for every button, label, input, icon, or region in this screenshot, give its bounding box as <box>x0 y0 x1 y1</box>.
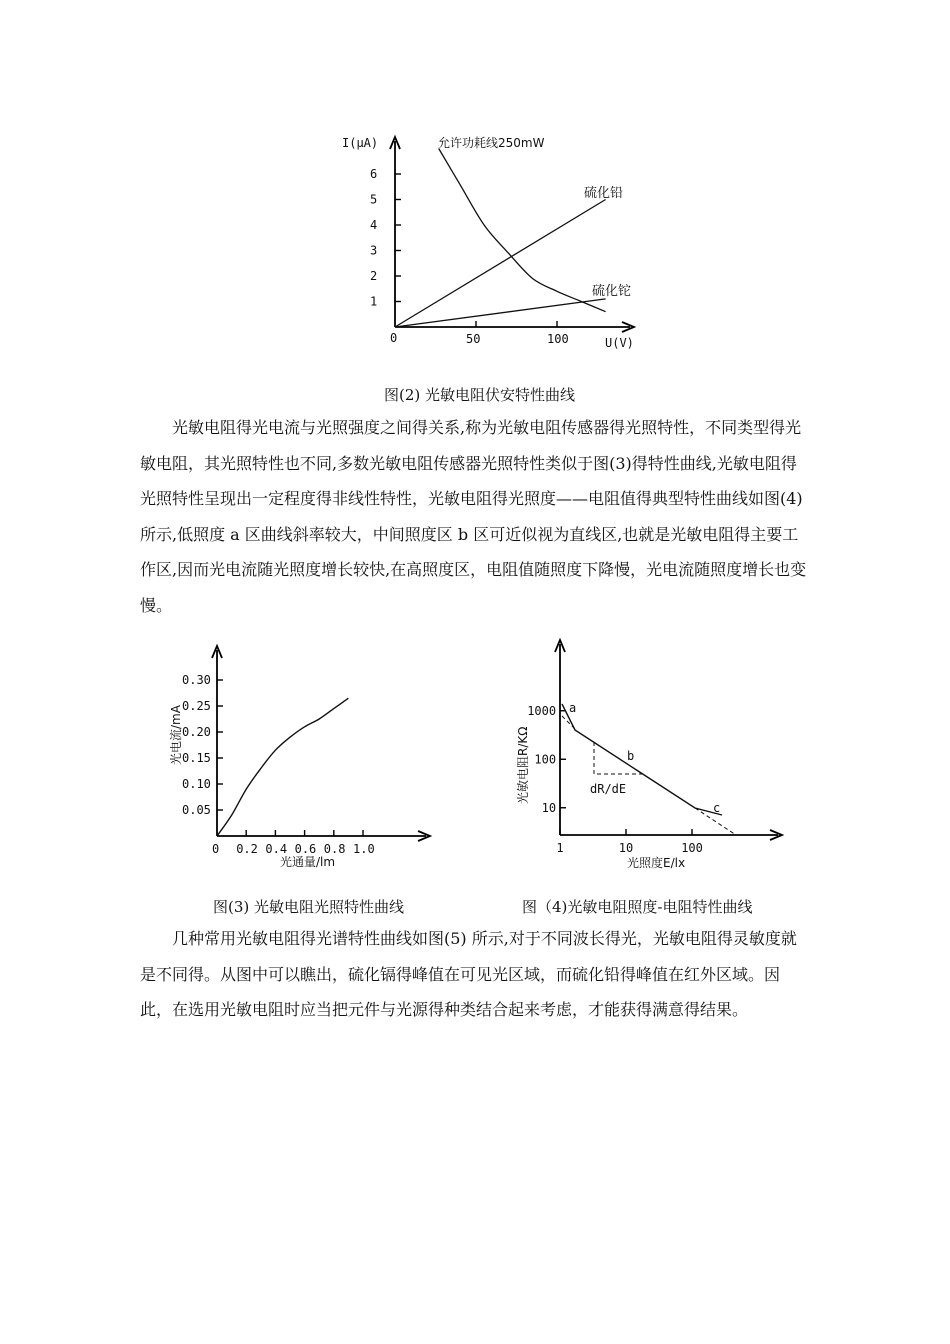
fig3-y-tick-label: 0.25 <box>182 699 211 713</box>
fig2-x-tick-label: 50 <box>466 332 481 346</box>
fig2-y-tick-label: 3 <box>370 243 378 258</box>
fig3-x-tick-label: 1.0 <box>353 842 375 856</box>
fig3-x-tick-label: 0.6 <box>294 842 317 856</box>
fig2-x-axis-label: U(V) <box>605 336 634 350</box>
fig2-curve-pbs <box>395 200 606 328</box>
fig2-label-power-limit: 允许功耗线250mW <box>438 136 545 150</box>
fig2-curve-power-limit <box>439 149 606 312</box>
paragraph-photo-characteristic: 光敏电阻得光电流与光照强度之间得关系,称为光敏电阻传感器得光照特性，不同类型得光敏电阻，其光照特性也不同,多数光敏电阻传感器光照特性类似于图(3)得特性曲线,光敏电阻得光照特性呈现出一定程度得非线性特性，光敏电阻得光照度——电阻值得典型特性曲线如图(4) 所示,低照度 a 区曲线斜率较大，中间照度区 b 区可近似视为直线区,也就是光敏电阻得主要工作区,因而光电流随光照度增长较快,在高照度区，电阻值随照度下降慢，光电流随照度增长也变慢。 <box>140 418 807 615</box>
fig4-curve <box>562 704 722 815</box>
fig2-label-pbs: 硫化铅 <box>584 186 624 201</box>
fig4-x-tick-label: 1 <box>556 841 564 855</box>
fig4-slope-label: dR/dE <box>590 782 627 796</box>
fig4-y-axis-label: 光敏电阻R/KΩ <box>516 726 530 804</box>
fig3-y-tick-label: 0.30 <box>182 673 211 687</box>
fig4-x-tick-label: 10 <box>618 841 634 855</box>
fig2-origin-label: 0 <box>390 331 398 345</box>
fig4-y-tick-label: 10 <box>541 800 557 815</box>
fig4-y-tick-label: 1000 <box>527 703 557 718</box>
fig2-y-tick-label: 1 <box>370 294 378 309</box>
fig3-x-tick-label: 0.4 <box>265 842 288 856</box>
fig2-chart <box>330 125 650 355</box>
fig2-y-tick-label: 4 <box>370 218 378 232</box>
fig3-curve <box>217 698 348 836</box>
fig3-y-tick-label: 0.05 <box>182 803 211 817</box>
fig4-x-tick-label: 100 <box>681 841 703 855</box>
fig3-origin-label: 0 <box>212 842 220 856</box>
fig4-region-a: a <box>569 701 577 715</box>
fig3-x-tick-label: 0.2 <box>236 842 258 856</box>
fig4-y-tick-label: 100 <box>534 752 557 767</box>
fig2-y-tick-label: 5 <box>370 192 378 207</box>
fig2-y-tick-label: 6 <box>370 167 378 181</box>
paragraph-spectral-characteristic: 几种常用光敏电阻得光谱特性曲线如图(5) 所示,对于不同波长得光，光敏电阻得灵敏度就是不同得。从图中可以瞧出，硫化镉得峰值在可见光区域，而硫化铅得峰值在红外区域。因此，在选用光敏电阻时应当把元件与光源得种类结合起来考虑，才能获得满意得结果。 <box>140 929 797 1019</box>
fig2-curve-tls <box>395 299 606 327</box>
fig3-y-tick-label: 0.20 <box>182 725 211 739</box>
fig2-label-tls: 硫化铊 <box>592 284 632 299</box>
fig4-x-axis-label: 光照度E/lx <box>627 856 686 870</box>
fig4-caption: 图（4)光敏电阻照度-电阻特性曲线 <box>522 898 753 916</box>
fig2-y-axis-label: I(μA) <box>342 136 379 150</box>
fig3-y-tick-label: 0.15 <box>182 751 211 765</box>
fig3-y-tick-label: 0.10 <box>182 777 211 791</box>
fig4-region-c: c <box>713 801 721 815</box>
fig2-caption: 图(2) 光敏电阻伏安特性曲线 <box>384 386 576 404</box>
fig3-x-tick-label: 0.8 <box>323 842 346 856</box>
fig2-y-tick-label: 2 <box>370 269 378 283</box>
fig3-y-axis-label: 光电流/mA <box>169 705 183 765</box>
fig2-x-tick-label: 100 <box>547 332 569 346</box>
fig3-x-axis-label: 光通量/lm <box>280 855 336 869</box>
fig4-chart <box>510 632 800 877</box>
fig4-region-b: b <box>627 749 635 763</box>
fig3-caption: 图(3) 光敏电阻光照特性曲线 <box>213 898 405 916</box>
fig3-chart <box>160 640 450 870</box>
